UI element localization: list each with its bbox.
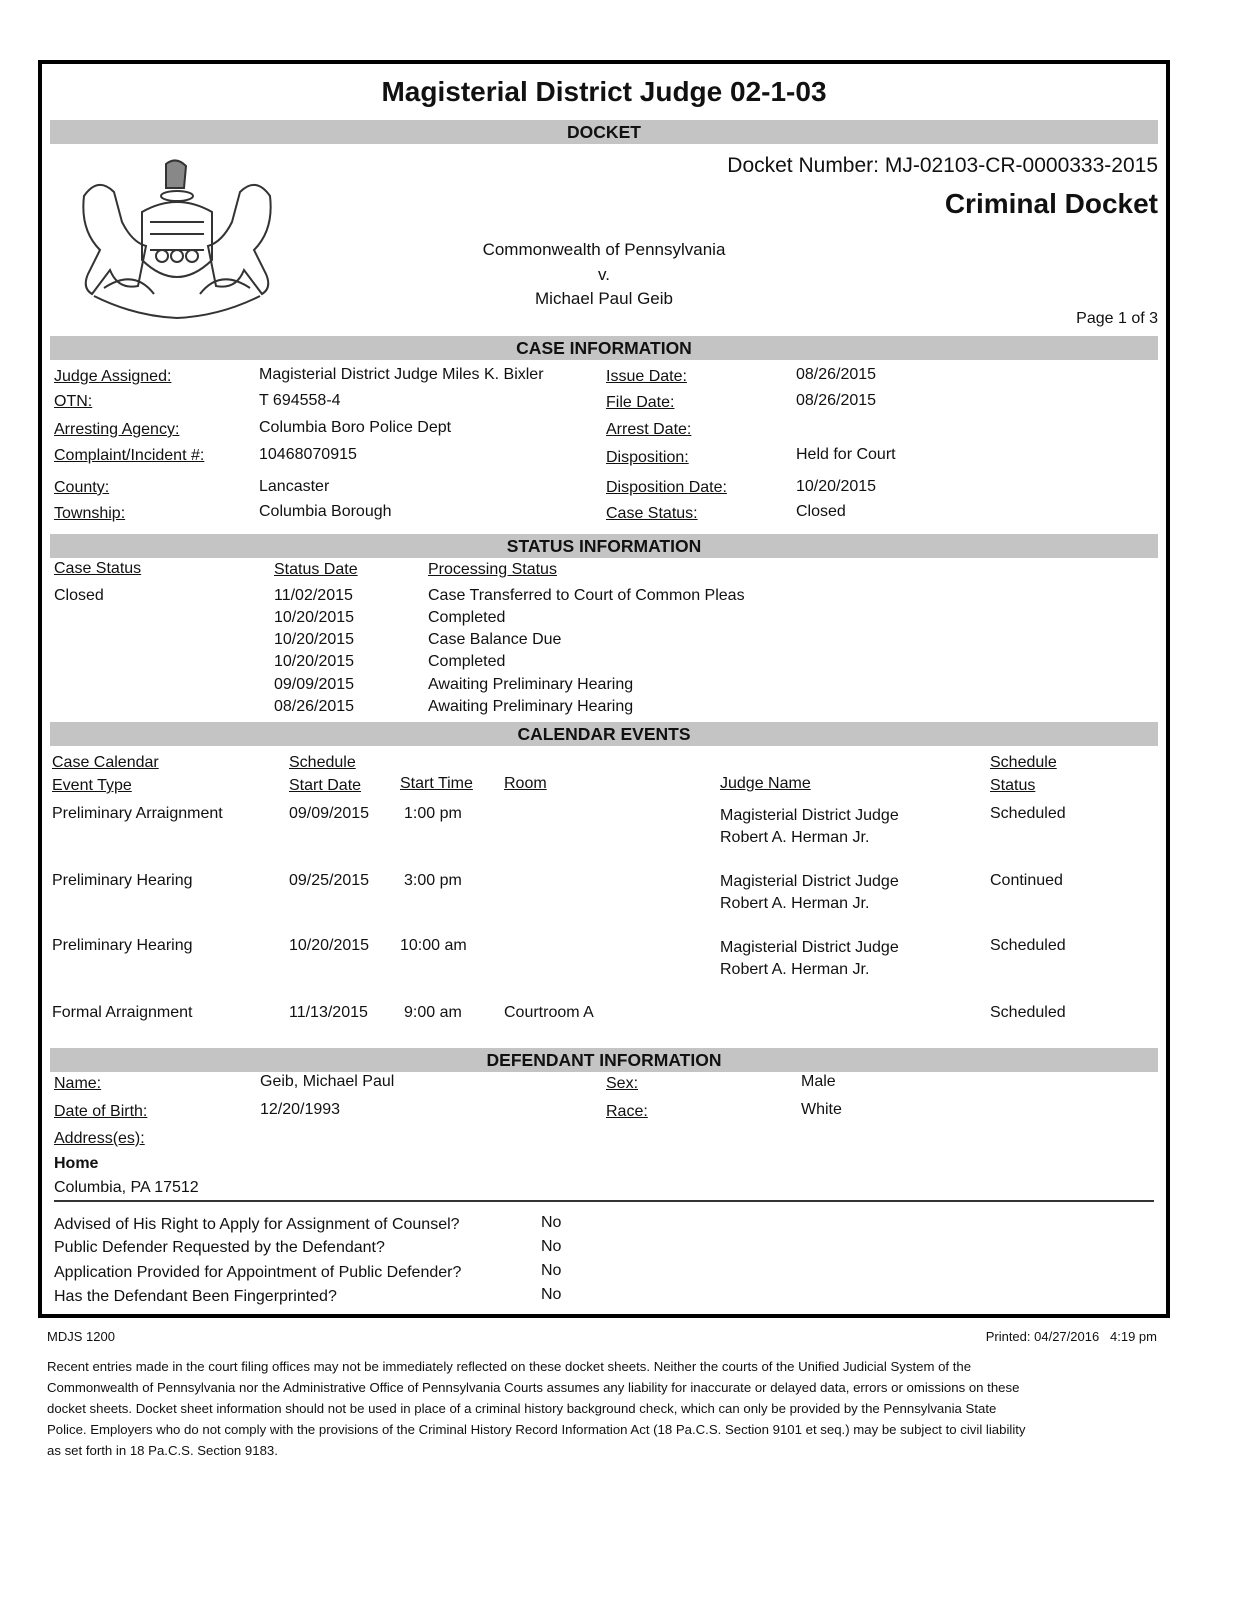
cal-start-date: 10/20/2015 [289,937,370,954]
case-information-band: CASE INFORMATION [50,336,1158,360]
file-date-label: File Date: [606,394,675,411]
issue-date-value: 08/26/2015 [796,366,877,383]
status-row-status: Case Balance Due [428,631,562,648]
cal-status: Scheduled [990,805,1066,822]
status-row-date: 09/09/2015 [274,676,355,693]
answer: No [541,1214,562,1231]
cal-start-time: 3:00 pm [404,872,462,889]
race-label: Race: [606,1103,648,1120]
defendant-information-band: DEFENDANT INFORMATION [50,1048,1158,1072]
caption-defendant: Michael Paul Geib [535,289,673,308]
township-label: Township: [54,505,126,522]
status-col-date: Status Date [274,561,358,578]
status-row-status: Awaiting Preliminary Hearing [428,676,634,693]
defendant-name-value: Geib, Michael Paul [260,1073,395,1090]
county-value: Lancaster [259,478,330,495]
answer: No [541,1286,562,1303]
cal-event-type: Formal Arraignment [52,1004,193,1021]
cal-col-start-date-2: Start Date [289,777,362,794]
docket-sheet [38,60,1170,1318]
printed-timestamp: Printed: 04/27/2016 4:19 pm [985,1329,1157,1344]
status-row-status: Case Transferred to Court of Common Pleas [428,587,745,604]
township-value: Columbia Borough [259,503,392,520]
arrest-date-label: Arrest Date: [606,421,692,438]
cal-col-start-time: Start Time [400,775,473,792]
cal-event-type: Preliminary Hearing [52,872,193,889]
complaint-value: 10468070915 [259,446,357,463]
judge-assigned-value: Magisterial District Judge Miles K. Bixler [259,366,544,383]
cal-judge-line1: Magisterial District Judge [720,939,899,956]
otn-label: OTN: [54,393,93,410]
form-id: MDJS 1200 [47,1329,115,1344]
disposition-value: Held for Court [796,446,896,463]
county-label: County: [54,479,110,496]
cal-judge-line2: Robert A. Herman Jr. [720,829,870,846]
docket-type: Criminal Docket [944,188,1158,219]
cal-event-type: Preliminary Hearing [52,937,193,954]
status-information-band: STATUS INFORMATION [50,534,1158,558]
file-date-value: 08/26/2015 [796,392,877,409]
cal-status: Scheduled [990,1004,1066,1021]
status-row-date: 08/26/2015 [274,698,355,715]
issue-date-label: Issue Date: [606,368,687,385]
disposition-date-label: Disposition Date: [606,479,727,496]
page-title: Magisterial District Judge 02-1-03 [381,76,827,107]
status-row-date: 10/20/2015 [274,653,355,670]
page-number: Page 1 of 3 [1076,310,1158,327]
docket-number: Docket Number: MJ-02103-CR-0000333-2015 [727,154,1158,177]
cal-start-time: 10:00 am [400,937,467,954]
case-status-label: Case Status: [606,505,698,522]
calendar-events-band: CALENDAR EVENTS [50,722,1158,746]
question: Advised of His Right to Apply for Assignment of Counsel? [54,1216,460,1233]
race-value: White [801,1101,842,1118]
question: Application Provided for Appointment of Public Defender? [54,1264,462,1281]
dob-label: Date of Birth: [54,1103,148,1120]
cal-start-date: 09/09/2015 [289,805,370,822]
cal-start-time: 9:00 am [404,1004,462,1021]
defendant-name-label: Name: [54,1075,102,1092]
cal-col-event-type-1: Case Calendar [52,754,159,771]
caption-plaintiff: Commonwealth of Pennsylvania [482,240,726,259]
question: Public Defender Requested by the Defendant? [54,1239,385,1256]
status-row-status: Completed [428,609,506,626]
otn-value: T 694558-4 [259,392,341,409]
cal-start-date: 09/25/2015 [289,872,370,889]
cal-col-room: Room [504,775,547,792]
question: Has the Defendant Been Fingerprinted? [54,1288,337,1305]
cal-col-status-1: Schedule [990,754,1057,771]
cal-event-type: Preliminary Arraignment [52,805,223,822]
status-row-date: 10/20/2015 [274,631,355,648]
dob-value: 12/20/1993 [260,1101,341,1118]
status-row-date: 10/20/2015 [274,609,355,626]
docket-band: DOCKET [50,120,1158,144]
status-row-date: 11/02/2015 [274,587,353,604]
cal-col-judge: Judge Name [720,775,811,792]
address-type: Home [54,1155,99,1172]
cal-start-date: 11/13/2015 [289,1004,368,1021]
cal-judge-line2: Robert A. Herman Jr. [720,895,870,912]
status-row-status: Awaiting Preliminary Hearing [428,698,634,715]
caption-versus: v. [598,265,610,284]
disposition-label: Disposition: [606,449,689,466]
disposition-date-value: 10/20/2015 [796,478,877,495]
answer: No [541,1238,562,1255]
address-label: Address(es): [54,1130,145,1147]
arresting-agency-label: Arresting Agency: [54,421,180,438]
answer: No [541,1262,562,1279]
cal-status: Scheduled [990,937,1066,954]
divider [54,1200,1154,1202]
complaint-label: Complaint/Incident #: [54,447,205,464]
cal-judge-line2: Robert A. Herman Jr. [720,961,870,978]
status-col-case-status: Case Status [54,560,142,577]
address-value: Columbia, PA 17512 [54,1179,199,1196]
cal-judge-line1: Magisterial District Judge [720,873,899,890]
cal-status: Continued [990,872,1063,889]
cal-col-start-date-1: Schedule [289,754,356,771]
status-col-processing: Processing Status [428,561,557,578]
cal-col-event-type-2: Event Type [52,777,132,794]
cal-start-time: 1:00 pm [404,805,462,822]
cal-room: Courtroom A [504,1004,594,1021]
sex-label: Sex: [606,1075,639,1092]
status-case-status-value: Closed [54,587,104,604]
cal-col-status-2: Status [990,777,1036,794]
disclaimer: Recent entries made in the court filing offices may not be immediately reflected on these docket sheets. Neither the courts of the Unified Judicial System of the Commonwealth of Pennsylvania nor the Administrative Office of Pennsylvania Courts assumes any liability for inaccurate or delayed data, errors or omissions on these docket sheets. Docket sheet information should not be used in place of a criminal history background check, which can only be provided by the Pennsylvania State Police. Employers who do not comply with the provisions of the Criminal History Record Information Act (18 Pa.C.S. Section 9101 et seq.) may be subject to civil liability as set forth in 18 Pa.C.S. Section 9183. [47,1359,1026,1458]
arresting-agency-value: Columbia Boro Police Dept [259,419,452,436]
case-status-value: Closed [796,503,846,520]
status-row-status: Completed [428,653,506,670]
judge-assigned-label: Judge Assigned: [54,368,172,385]
cal-judge-line1: Magisterial District Judge [720,807,899,824]
sex-value: Male [801,1073,836,1090]
